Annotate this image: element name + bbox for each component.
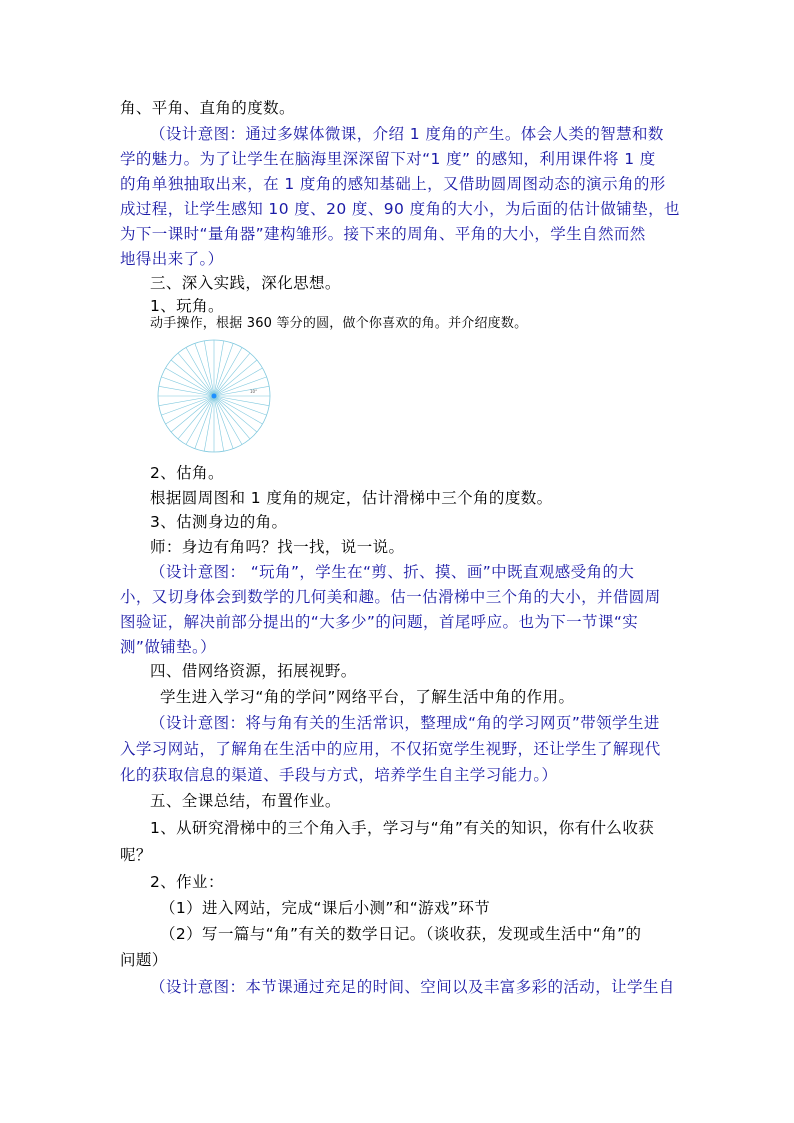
task-text: 学生进入学习“角的学问”网络平台，了解生活中角的作用。 [160,688,575,706]
degree-circle-diagram [156,338,272,454]
design-intent-line: （设计意图： “玩角”，学生在“剪、折、摸、画”中既直观感受角的大 [150,563,635,581]
circle-center [212,394,217,399]
task-text: （2）写一篇与“角”有关的数学日记。（谈收获，发现或生活中“角”的 [160,925,642,943]
subsection-heading: 2、估角。 [150,464,224,482]
design-intent-line: 成过程，让学生感知 10 度、20 度、90 度角的大小，为后面的估计做铺垫，也 [120,200,680,218]
section-heading: 五、全课总结，布置作业。 [150,792,341,810]
angle-label: 10° [250,389,258,394]
design-intent-line: 地得出来了。） [120,250,224,268]
task-text: 1、从研究滑梯中的三个角入手，学习与“角”有关的知识，你有什么收获 [150,819,655,837]
design-intent-line: 化的获取信息的渠道、手段与方式，培养学生自主学习能力。） [120,766,558,784]
design-intent-line: （设计意图：本节课通过充足的时间、空间以及丰富多彩的活动，让学生自 [150,978,675,996]
design-intent-line: 为下一课时“量角器”建构雏形。接下来的周角、平角的大小，学生自然而然 [120,225,646,243]
subsection-heading: 3、估测身边的角。 [150,513,288,531]
design-intent-line: 入学习网站，了解角在生活中的应用，不仅拓宽学生视野，还让学生了解现代 [120,740,661,758]
design-intent-line: 小，又切身体会到数学的几何美和趣。估一估滑梯中三个角的大小，并借圆周 [120,588,661,606]
section-heading: 三、深入实践，深化思想。 [150,274,341,292]
design-intent-line: （设计意图：将与角有关的生活常识，整理成“角的学习网页”带领学生进 [150,714,660,732]
section-heading: 四、借网络资源，拓展视野。 [150,662,357,680]
design-intent-line: 测”做铺垫。） [120,638,217,656]
task-text: 动手操作，根据 360 等分的圆，做个你喜欢的角。并介绍度数。 [150,316,528,331]
task-text: 问题） [120,951,168,969]
design-intent-line: 学的魅力。为了让学生在脑海里深深留下对“1 度” 的感知，利用课件将 1 度 [120,150,656,168]
task-text: 根据圆周图和 1 度角的规定，估计滑梯中三个角的度数。 [150,489,553,507]
paragraph-text: 角、平角、直角的度数。 [120,99,295,117]
design-intent-line: 图验证，解决前部分提出的“大多少”的问题，首尾呼应。也为下一节课“实 [120,613,639,631]
task-text: （1）进入网站，完成“课后小测”和“游戏”环节 [160,899,491,917]
task-text: 呢？ [120,846,152,864]
design-intent-line: 的角单独抽取出来，在 1 度角的感知基础上，又借助圆周图动态的演示角的形 [120,175,666,193]
task-text: 师：身边有角吗？找一找，说一说。 [150,538,405,556]
subsection-heading: 1、玩角。 [150,297,224,315]
subsection-heading: 2、作业： [150,873,224,891]
design-intent-line: （设计意图：通过多媒体微课，介绍 1 度角的产生。体会人类的智慧和数 [150,125,664,143]
